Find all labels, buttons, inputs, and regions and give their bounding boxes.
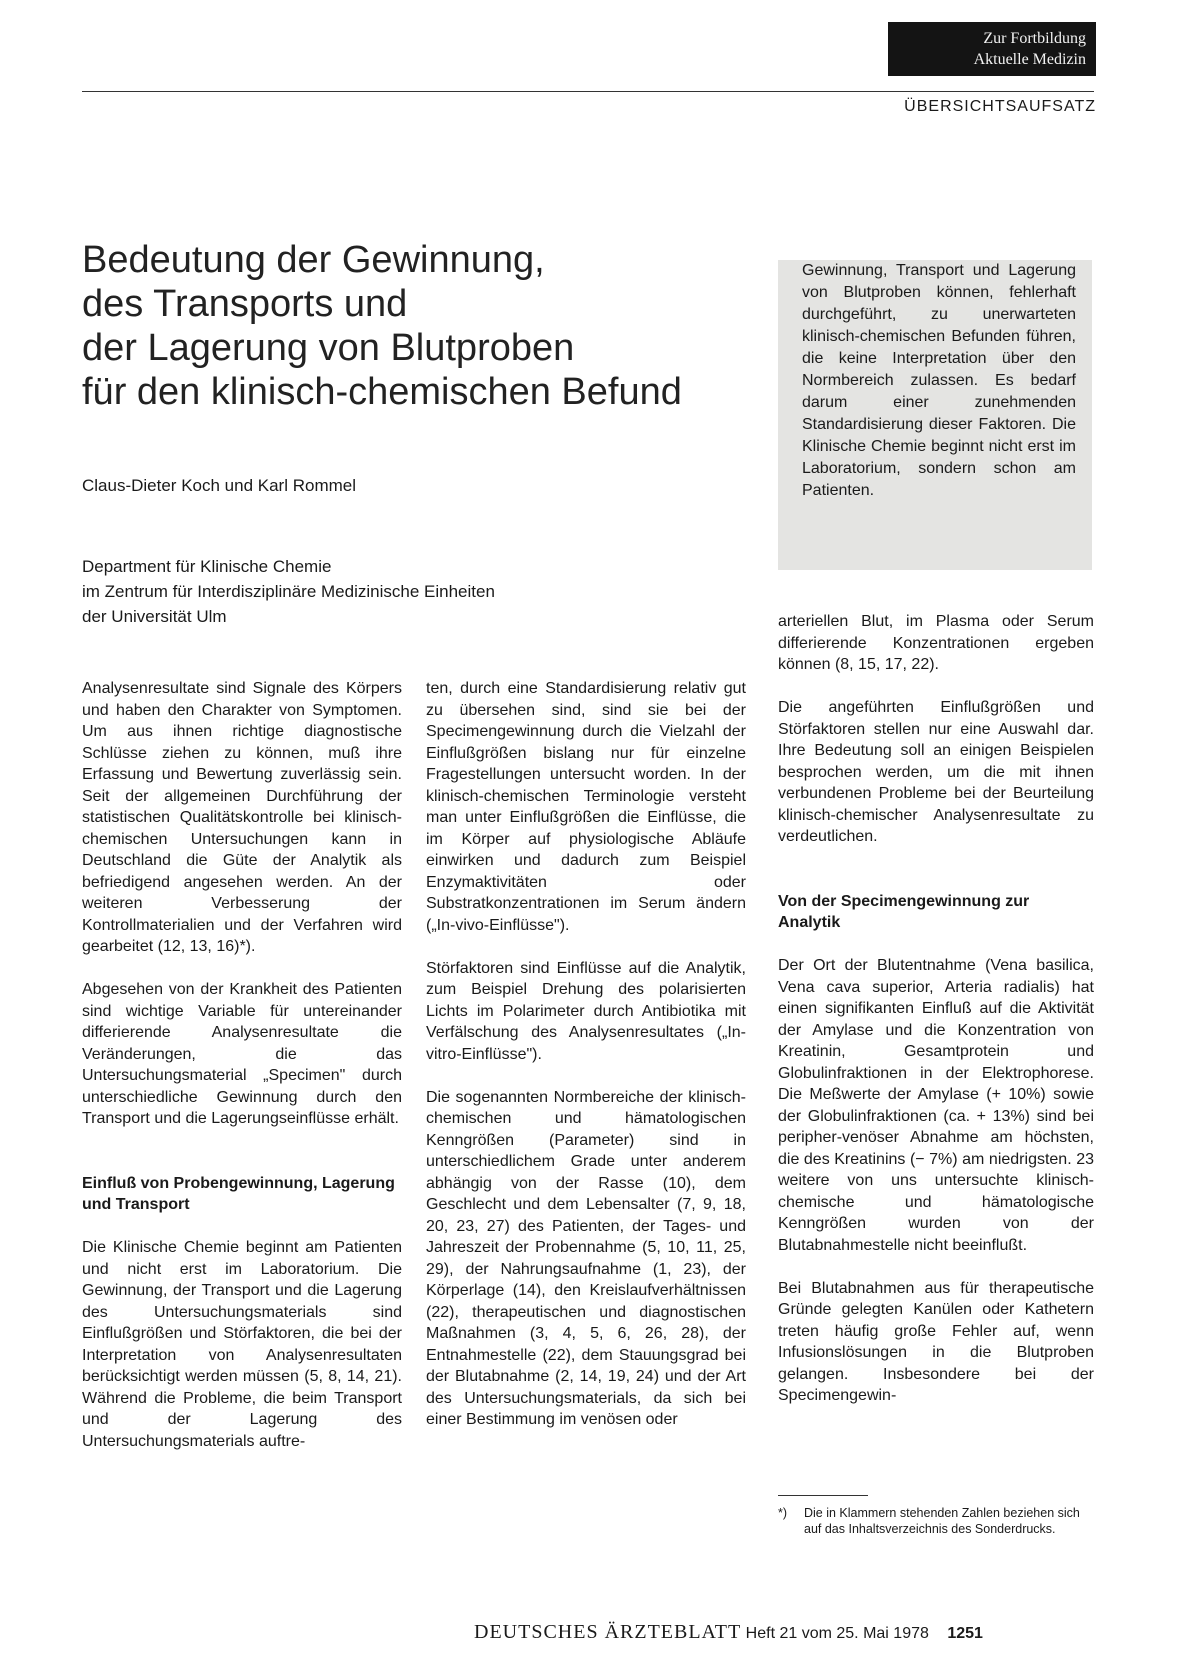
paragraph: ten, durch eine Standardisierung relativ gut zu übersehen sind, sind sie bei der Specimengewinnung durch die Vielzahl der Einflußgrößen bislang nur für einzelne Fragestellungen untersucht worden. In der klinisch-chemischen Terminologie versteht man unter Einflußgrößen die Einflüsse, die im Körper auf physiologische Abläufe einwirken und dadurch zum Beispiel Enzymaktivitäten oder Substratkonzentrationen im Serum ändern („In-vivo-Einflüsse"). — [426, 680, 746, 934]
paragraph: Die sogenannten Normbereiche der klinisch-chemischen und hämatologischen Kenngrößen (Parameter) sind in unterschiedlichem Grade unter anderem abhängig von der Rasse (10), dem Geschlecht und dem Lebensalter (7, 9, 18, 20, 23, 27) des Patienten, der Tages- und Jahreszeit der Probennahme (5, 10, 11, 25, 29), der Nahrungsaufnahme (1, 23), der Körperlage (14), den Kreislaufverhältnissen (22), therapeutischen und diagnostischen Maßnahmen (3, 4, 5, 6, 26, 28), der Entnahmestelle (22), dem Stauungsgrad bei der Blutabnahme (2, 14, 19, 24) und der Art des Untersuchungsmaterials, da sich bei einer Bestimmung im venösen oder — [426, 1088, 746, 1428]
affiliation-line: der Universität Ulm — [82, 607, 227, 626]
title-line: für den klinisch-chemischen Befund — [82, 371, 682, 413]
column-1 — [82, 678, 402, 1474]
section-heading: Einfluß von Probengewinnung, Lagerung und Transport — [82, 1174, 395, 1213]
journal-name: DEUTSCHES ÄRZTEBLATT — [474, 1621, 742, 1643]
affiliation-line: im Zentrum für Interdisziplinäre Medizinische Einheiten — [82, 582, 495, 601]
badge-line-1: Zur Fortbildung — [983, 30, 1086, 47]
abstract-text: Gewinnung, Transport und Lagerung von Blutproben können, fehlerhaft durchgeführt, zu unerwarteten klinisch-chemischen Befunden führen, die keine Interpretation über den Normbereich zulassen. Es bedarf darum einer zunehmenden Standardisierung dieser Faktoren. Die Klinische Chemie beginnt nicht erst im Laboratorium, sondern schon am Patienten. — [802, 262, 1076, 499]
badge-line-2: Aktuelle Medizin — [973, 51, 1086, 68]
issue-info: Heft 21 vom 25. Mai 1978 — [745, 1625, 929, 1642]
footnote — [778, 1505, 1094, 1537]
footnote-rule — [778, 1495, 868, 1496]
abstract-box — [778, 260, 1092, 570]
authors: Claus-Dieter Koch und Karl Rommel — [82, 476, 356, 495]
header-rule — [82, 91, 1094, 92]
paragraph: Die angeführten Einflußgrößen und Störfaktoren stellen nur eine Auswahl dar. Ihre Bedeutung soll an einigen Beispielen besprochen werden, um die mit ihnen verbundenen Probleme bei der Beurteilung klinisch-chemischer Analysenresultate zu verdeutlichen. — [778, 699, 1094, 845]
title-line: der Lagerung von Blutproben — [82, 327, 575, 369]
column-2 — [426, 678, 746, 1452]
footnote-mark: *) — [778, 1506, 788, 1520]
page-number: 1251 — [947, 1625, 983, 1642]
paragraph: Die Klinische Chemie beginnt am Patienten und nicht erst im Laboratorium. Die Gewinnung, der Transport und die Lagerung des Untersuchungsmaterials sind Einflußgrößen und Störfaktoren, die bei der Interpretation von Analysenresultaten berücksichtigt werden müssen (5, 8, 14, 21). Während die Probleme, die beim Transport und der Lagerung des Untersuchungsmaterials auftre- — [82, 1239, 402, 1450]
section-heading: Von der Specimengewinnung zur Analytik — [778, 892, 1030, 931]
column-3 — [778, 611, 1094, 1428]
page-footer — [474, 1621, 983, 1644]
section-badge — [888, 22, 1096, 76]
article-title — [82, 238, 762, 414]
affiliation-line: Department für Klinische Chemie — [82, 557, 332, 576]
affiliation — [82, 554, 495, 629]
title-line: des Transports und — [82, 283, 408, 325]
section-label: ÜBERSICHTSAUFSATZ — [904, 98, 1096, 115]
paragraph: Der Ort der Blutentnahme (Vena basilica, Vena cava superior, Arteria radialis) hat einen signifikanten Einfluß auf die Aktivität der Amylase und die Konzentration von Kreatinin, Gesamtprotein und Globulinfraktionen in der Elektrophorese. Die Meßwerte der Amylase (+ 10%) sowie der Globulinfraktionen (ca. + 13%) sind bei peripher-venöser Abnahme am höchsten, die des Kreatinins (− 7%) am niedrigsten. 23 weitere von uns untersuchte klinisch-chemische und hämatologische Kenngrößen wurden von der Blutabnahmestelle nicht beeinflußt. — [778, 957, 1094, 1254]
footnote-text: Die in Klammern stehenden Zahlen beziehen sich auf das Inhaltsverzeichnis des Sonderdrucks. — [804, 1506, 1080, 1536]
title-line: Bedeutung der Gewinnung, — [82, 239, 545, 281]
paragraph: Bei Blutabnahmen aus für therapeutische Gründe gelegten Kanülen oder Kathetern treten häufig große Fehler auf, wenn Infusionslösungen in die Blutproben gelangen. Insbesondere bei der Specimengewin- — [778, 1279, 1094, 1404]
paragraph: Abgesehen von der Krankheit des Patienten sind wichtige Variable für untereinander differierende Analysenresultate die Veränderungen, die das Untersuchungsmaterial „Specimen" durch unterschiedliche Gewinnung durch den Transport und die Lagerungseinflüsse erhält. — [82, 981, 402, 1127]
paragraph: arteriellen Blut, im Plasma oder Serum differierende Konzentrationen ergeben können (8, 15, 17, 22). — [778, 613, 1094, 673]
paragraph: Störfaktoren sind Einflüsse auf die Analytik, zum Beispiel Drehung des polarisierten Lichts im Polarimeter durch Antibiotika mit Verfälschung des Analysenresultates („In-vitro-Einflüsse"). — [426, 959, 746, 1063]
paragraph: Analysenresultate sind Signale des Körpers und haben den Charakter von Symptomen. Um aus ihnen richtige diagnostische Schlüsse ziehen zu können, muß ihre Erfassung und Bewertung zuverlässig sein. Seit der allgemeinen Durchführung der statistischen Qualitätskontrolle bei klinisch-chemischen Untersuchungen kann in Deutschland die Güte der Analytik als befriedigend angesehen werden. An der weiteren Verbesserung der Kontrollmaterialien und der Verfahren wird gearbeitet (12, 13, 16)*). — [82, 680, 402, 955]
